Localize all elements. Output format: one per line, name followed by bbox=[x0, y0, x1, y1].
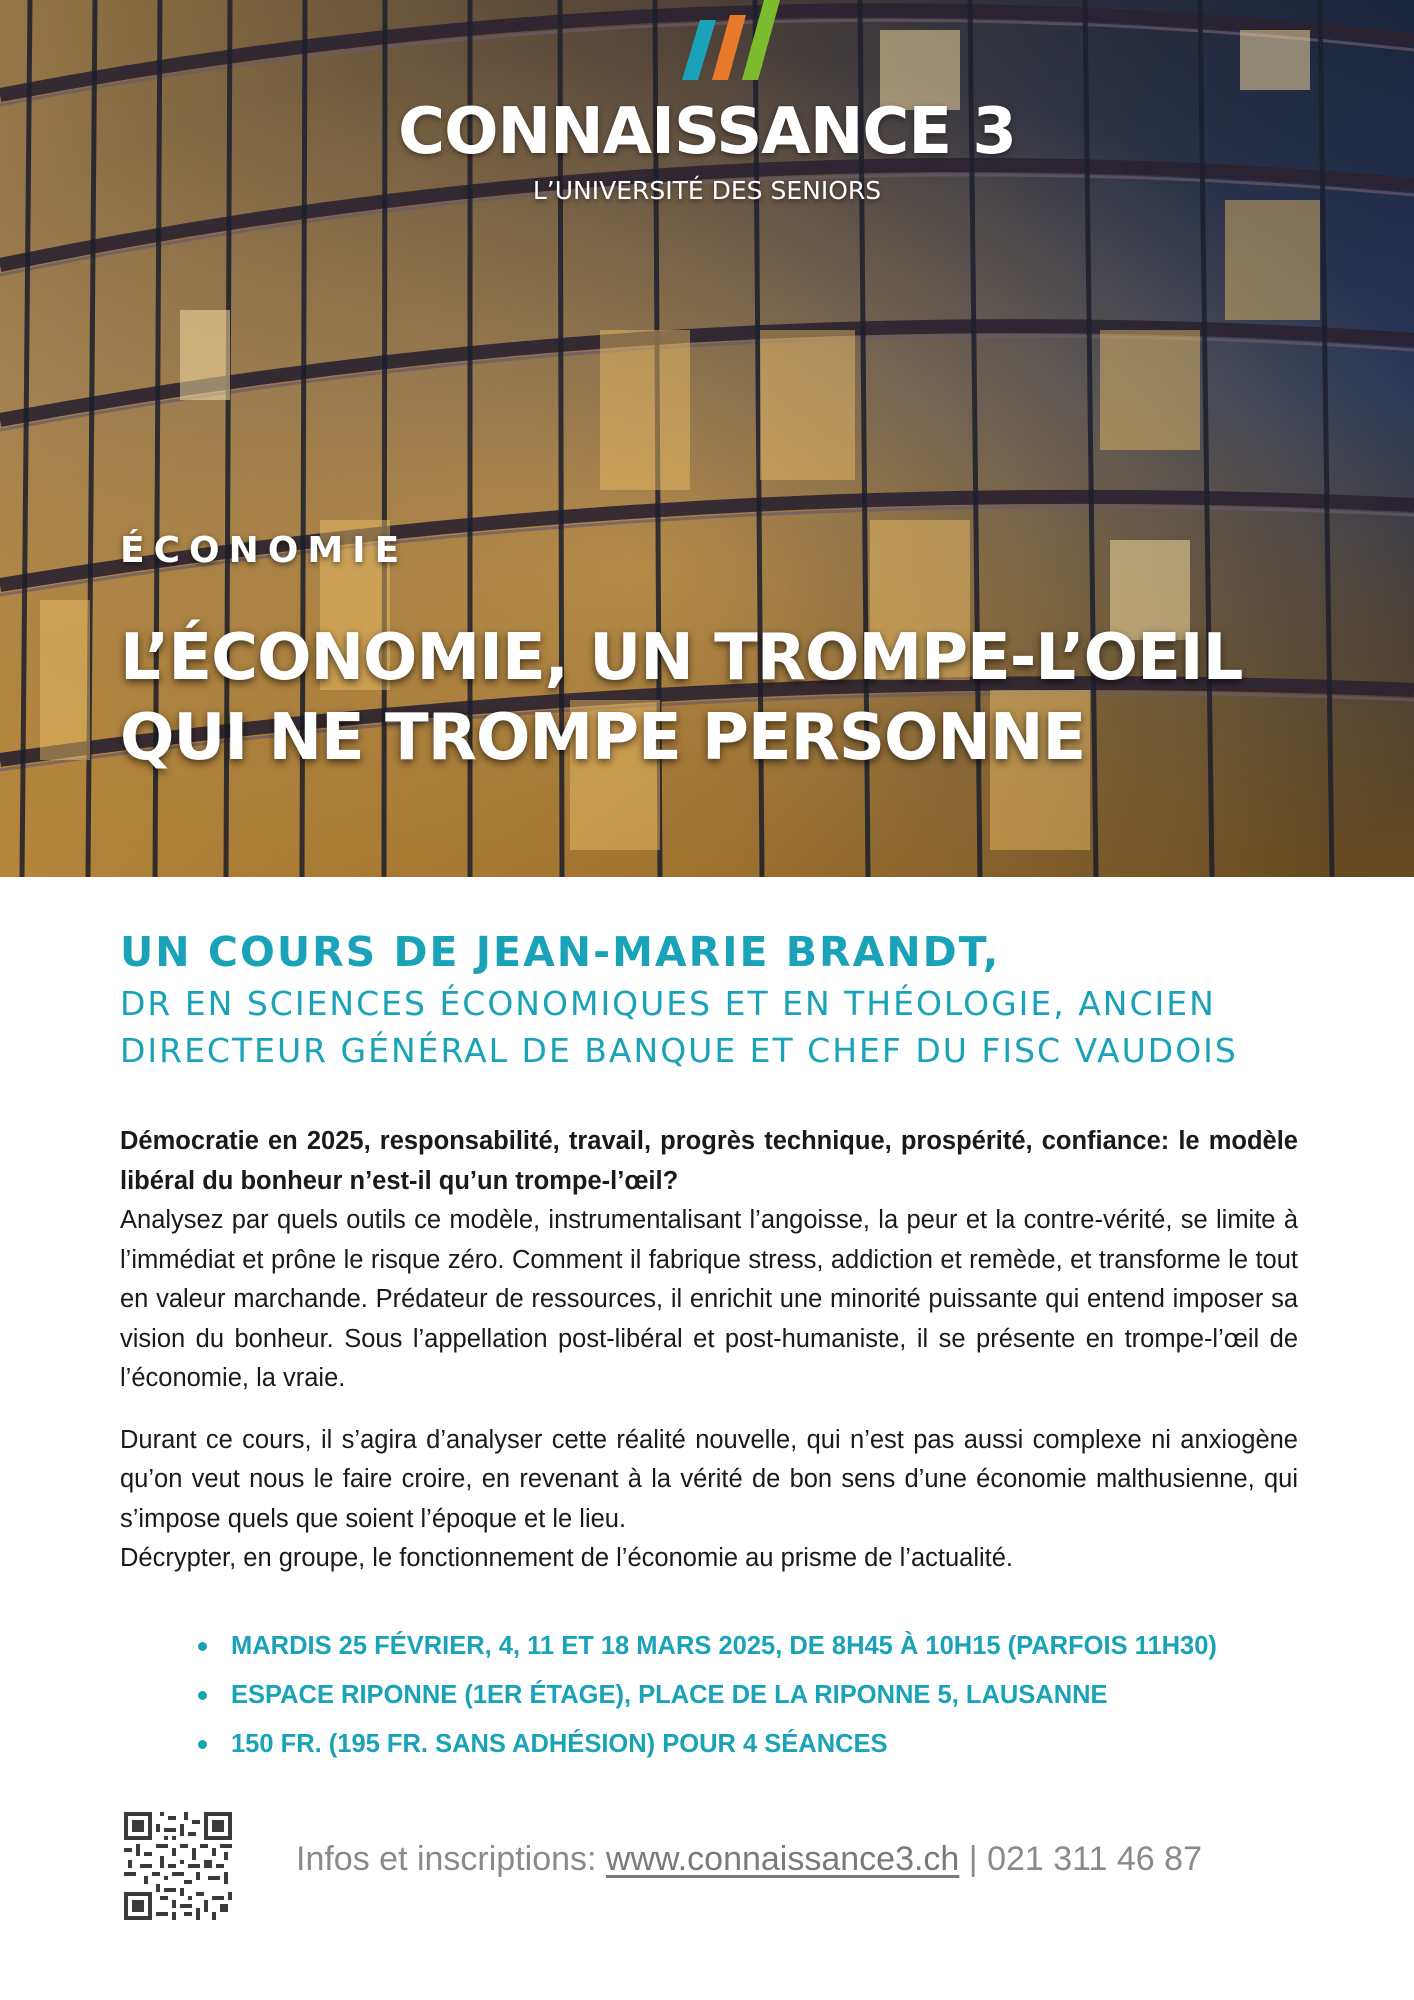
course-description bbox=[120, 1122, 1298, 1579]
footer-label: Infos et inscriptions: bbox=[296, 1840, 606, 1878]
logo-tagline: L’UNIVERSITÉ DES SENIORS bbox=[532, 176, 882, 205]
hero-banner bbox=[0, 0, 1414, 877]
detail-location bbox=[195, 1671, 1217, 1720]
description-lead: Démocratie en 2025, responsabilité, travail, progrès technique, prospérité, confiance: le modèle libéral du bonheur n’est-il qu’un trompe-l’œil? bbox=[120, 1127, 1298, 1195]
footer-phone: 021 311 46 87 bbox=[987, 1840, 1202, 1878]
logo-name: CONNAISSANCE 3 bbox=[398, 95, 1016, 169]
bullet-dot-icon bbox=[198, 1691, 207, 1700]
bullet-dot-icon bbox=[198, 1740, 207, 1749]
course-details-list bbox=[195, 1622, 1217, 1769]
description-paragraph-3: Décrypter, en groupe, le fonctionnement de l’économie au prisme de l’actualité. bbox=[120, 1544, 1014, 1572]
bullet-dot-icon bbox=[198, 1642, 207, 1651]
description-paragraph-1: Analysez par quels outils ce modèle, instrumentalisant l’angoisse, la peur et la contre-vérité, se limite à l’immédiat et prône le risque zéro. Comment il fabrique stress, addiction et remède, et transforme le tout en valeur marchande. Prédateur de ressources, il enrichit une minorité puissante qui entend imposer sa vision du bonheur. Sous l’appellation post-libéral et post-humaniste, il se présente en trompe-l’œil de l’économie, la vraie. bbox=[120, 1206, 1298, 1392]
detail-schedule-text: MARDIS 25 FÉVRIER, 4, 11 ET 18 MARS 2025, DE 8H45 À 10H15 (PARFOIS 11H30) bbox=[231, 1632, 1217, 1660]
footer-separator: | bbox=[959, 1840, 988, 1878]
author-credentials bbox=[120, 980, 1320, 1074]
course-title-line-1: L’ÉCONOMIE, UN TROMPE-L’OEIL bbox=[120, 621, 1243, 695]
footer-contact bbox=[296, 1840, 1202, 1879]
course-category: ÉCONOMIE bbox=[120, 530, 409, 571]
detail-price-text: 150 FR. (195 FR. SANS ADHÉSION) POUR 4 SÉANCES bbox=[231, 1730, 888, 1758]
description-paragraph-2: Durant ce cours, il s’agira d’analyser cette réalité nouvelle, qui n’est pas aussi complexe ni anxiogène qu’on veut nous le faire croire, en revenant à la vérité de bon sens d’une économie malthusienne, qui s’impose quels que soient l’époque et le lieu. bbox=[120, 1425, 1298, 1533]
author-credentials-line-1: DR EN SCIENCES ÉCONOMIQUES ET EN THÉOLOGIE, ANCIEN bbox=[120, 984, 1216, 1023]
course-author: UN COURS DE JEAN-MARIE BRANDT, bbox=[120, 928, 1001, 976]
connaissance3-logo-mark-icon bbox=[672, 0, 792, 90]
course-title-line-2: QUI NE TROMPE PERSONNE bbox=[120, 701, 1086, 775]
detail-price bbox=[195, 1720, 1217, 1769]
author-credentials-line-2: DIRECTEUR GÉNÉRAL DE BANQUE ET CHEF DU FISC VAUDOIS bbox=[120, 1031, 1238, 1070]
website-link[interactable]: www.connaissance3.ch bbox=[605, 1840, 960, 1878]
course-title bbox=[120, 618, 1320, 778]
detail-schedule bbox=[195, 1622, 1217, 1671]
detail-location-text: ESPACE RIPONNE (1ER ÉTAGE), PLACE DE LA RIPONNE 5, LAUSANNE bbox=[231, 1681, 1108, 1709]
qr-code-icon[interactable] bbox=[124, 1812, 232, 1920]
